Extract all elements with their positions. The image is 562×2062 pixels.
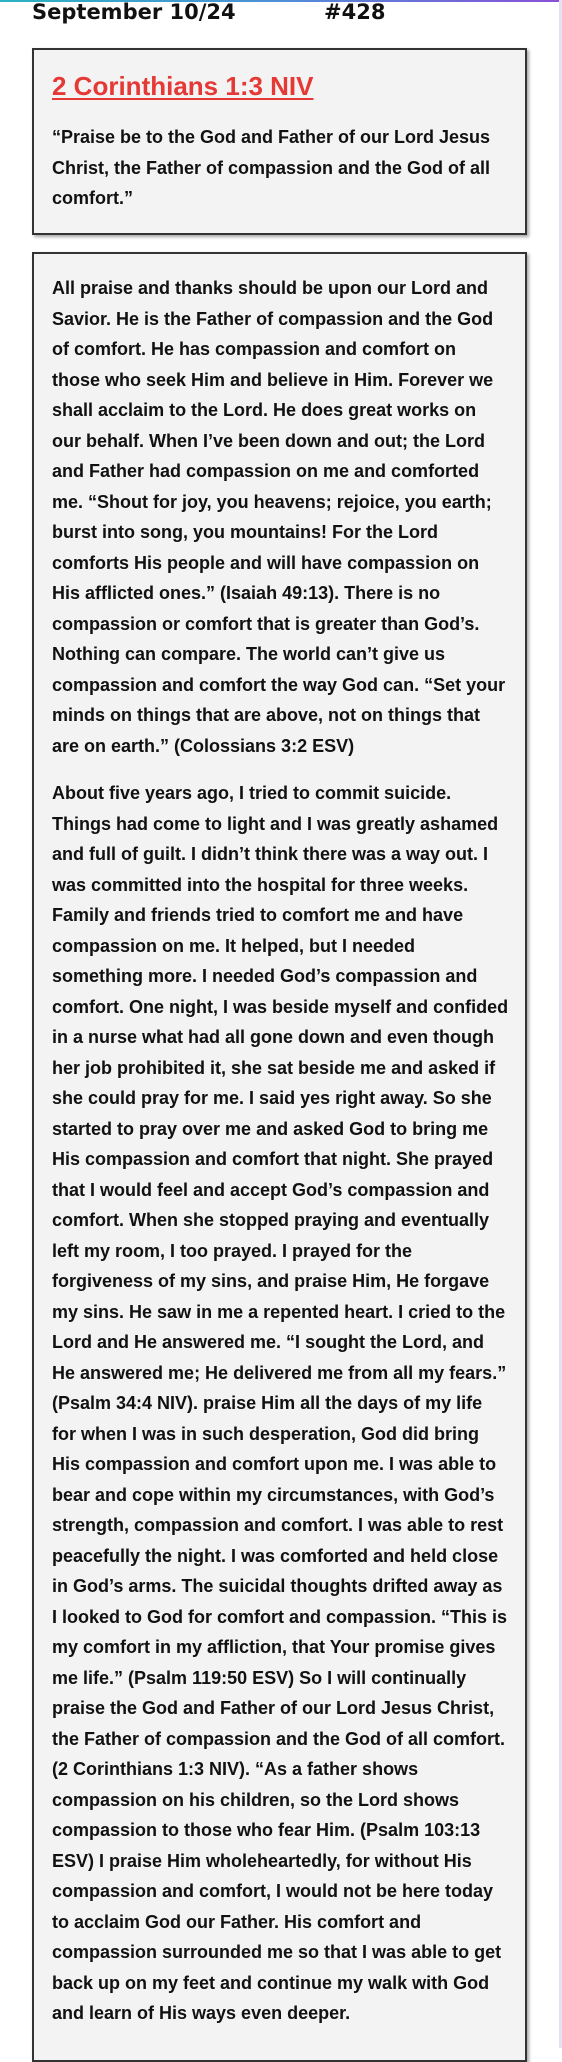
devotion-paragraph: About five years ago, I tried to commit suicide. Things had come to light and I was greatly ashamed and full of guilt. I didn’t think there was a way out. I was committed into the hospital for three weeks. Family and friends tried to comfort me and have compassion on me. It helped, but I needed something more. I needed God’s compassion and comfort. One night, I was beside myself and confided in a nurse what had all gone down and even though her job prohibited it, she sat beside me and asked if she could pray for me. I said yes right away. So she started to pray over me and asked God to bring me His compassion and comfort that night. She prayed that I would feel and accept God’s compassion and comfort. When she stopped praying and eventually left my room, I too prayed. I prayed for the forgiveness of my sins, and praise Him, He forgave my sins. He saw in me a repented heart. I cried to the Lord and He answered me. “I sought the Lord, and He answered me; He delivered me from all my fears.” (Psalm 34:4 NIV). praise Him all the days of my life for when I was in such desperation, God did bring His compassion and comfort upon me. I was able to bear and cope within my circumstances, with God’s strength, compassion and comfort. I was able to rest peacefully the night. I was comforted and held close in God’s arms. The suicidal thoughts drifted away as I looked to God for comfort and compassion. “This is my comfort in my affliction, that Your promise gives me life.” (Psalm 119:50 ESV) So I will continually praise the God and Father of our Lord Jesus Christ, the Father of compassion and the God of all comfort. (2 Corinthians 1:3 NIV). “As a father shows compassion on his children, so the Lord shows compassion to those who fear Him. (Psalm 103:13 ESV) I praise Him wholeheartedly, for without His compassion and comfort, I would not be here today to acclaim God our Father. His comfort and compassion surrounded me so that I was able to get back up on my feet and continue my walk with God and learn of His ways even deeper. bbox=[52, 783, 509, 2023]
post-date: September 10/24 bbox=[32, 0, 236, 24]
verse-card bbox=[32, 48, 527, 235]
verse-reference-link[interactable]: 2 Corinthians 1:3 NIV bbox=[52, 71, 314, 101]
post-header bbox=[32, 0, 386, 24]
entry-number: #428 bbox=[324, 0, 386, 24]
devotion-card bbox=[32, 252, 527, 2062]
verse-quote: “Praise be to the God and Father of our Lord Jesus Christ, the Father of compassion and the God of all comfort.” bbox=[52, 127, 491, 208]
devotion-paragraph: All praise and thanks should be upon our Lord and Savior. He is the Father of compassion and the God of comfort. He has compassion and comfort on those who seek Him and believe in Him. Forever we shall acclaim to the Lord. He does great works on our behalf. When I’ve been down and out; the Lord and Father had compassion on me and comforted me. “Shout for joy, you heavens; rejoice, you earth; burst into song, you mountains! For the Lord comforts His people and will have compassion on His afflicted ones.” (Isaiah 49:13). There is no compassion or comfort that is greater than God’s. Nothing can compare. The world can’t give us compassion and comfort the way God can. “Set your minds on things that are above, not on things that are on earth.” (Colossians 3:2 ESV) bbox=[52, 278, 506, 756]
